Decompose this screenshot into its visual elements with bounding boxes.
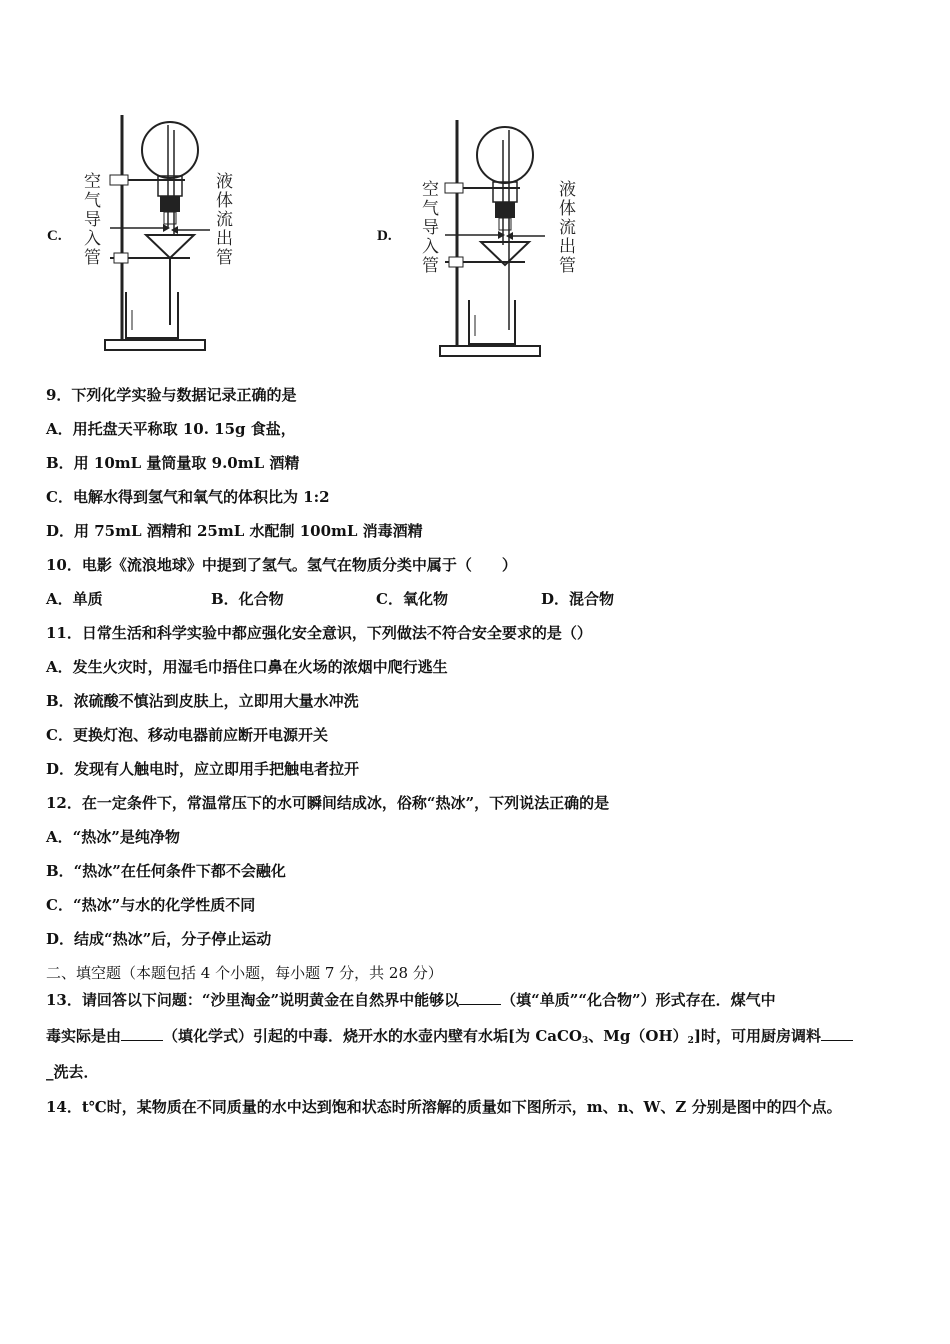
q13-part-7: _洗去．	[46, 1063, 99, 1081]
q9-stem: 9．下列化学实验与数据记录正确的是	[46, 386, 297, 404]
q13-line-1	[46, 989, 776, 1010]
q12-option-a: A．“热冰”是纯净物	[46, 828, 180, 846]
q10-options	[46, 589, 614, 609]
q10-option-d: D．混合物	[541, 590, 615, 608]
q12-option-d: D．结成“热冰”后，分子停止运动	[46, 930, 272, 948]
q13-blank-2[interactable]	[121, 1025, 163, 1041]
figure-d-left-label: 空气导入管	[418, 180, 438, 275]
figure-d-right-label: 液体流出管	[555, 180, 575, 275]
q11-option-b: B．浓硫酸不慎沾到皮肤上，立即用大量水冲洗	[46, 692, 359, 710]
q13-line-2	[46, 1025, 853, 1051]
q11-stem: 11．日常生活和科学实验中都应强化安全意识，下列做法不符合安全要求的是（）	[46, 624, 592, 642]
q10-option-a: A．单质	[46, 590, 103, 608]
q9-option-d: D．用 75mL 酒精和 25mL 水配制 100mL 消毒酒精	[46, 522, 423, 540]
figure-c-right-label: 液体流出管	[212, 172, 232, 267]
q10-stem: 10．电影《流浪地球》中提到了氢气。氢气在物质分类中属于（ ）	[46, 556, 517, 574]
section-2-heading: 二、填空题（本题包括 4 个小题，每小题 7 分，共 28 分）	[46, 964, 443, 982]
q11-option-a: A．发生火灾时，用湿毛巾捂住口鼻在火场的浓烟中爬行逃生	[46, 658, 448, 676]
q9-option-c: C．电解水得到氢气和氧气的体积比为 1:2	[46, 488, 330, 506]
figure-d-label: D.	[377, 228, 392, 244]
q11-option-c: C．更换灯泡、移动电器前应断开电源开关	[46, 726, 328, 744]
q10-option-b: B．化合物	[211, 590, 284, 608]
q13-sub-3: 3	[582, 1036, 589, 1046]
q13-blank-3[interactable]	[821, 1025, 853, 1041]
q13-blank-1[interactable]	[459, 989, 501, 1005]
q9-option-b: B．用 10mL 量筒量取 9.0mL 酒精	[46, 454, 300, 472]
q12-option-c: C．“热冰”与水的化学性质不同	[46, 896, 256, 914]
q13-part-5: 、Mg（OH）	[588, 1027, 688, 1045]
q13-part-4: （填化学式）引起的中毒．烧开水的水壶内壁有水垢[为 CaCO	[163, 1027, 583, 1045]
figure-c-label: C.	[47, 228, 62, 244]
q12-stem: 12．在一定条件下，常温常压下的水可瞬间结成冰，俗称“热冰”，下列说法正确的是	[46, 794, 610, 812]
q12-option-b: B．“热冰”在任何条件下都不会融化	[46, 862, 286, 880]
q13-part-2: （填“单质”“化合物”）形式存在．煤气中	[501, 991, 776, 1009]
figure-c-left-label: 空气导入管	[80, 172, 100, 267]
q10-option-c: C．氧化物	[376, 590, 448, 608]
q14-stem: 14．t℃时，某物质在不同质量的水中达到饱和状态时所溶解的质量如下图所示，m、n、W、Z 分别是图中的四个点。	[46, 1098, 842, 1116]
q13-part-6: ]时，可用厨房调料	[693, 1027, 821, 1045]
q13-part-3: 毒实际是由	[46, 1027, 122, 1045]
q13-part-1: 13．请回答以下问题：“沙里淘金”说明黄金在自然界中能够以	[46, 991, 460, 1009]
q11-option-d: D．发现有人触电时，应立即用手把触电者拉开	[46, 760, 360, 778]
q13-sub-2: 2	[687, 1036, 694, 1046]
q9-option-a: A．用托盘天平称取 10. 15g 食盐，	[46, 420, 296, 438]
